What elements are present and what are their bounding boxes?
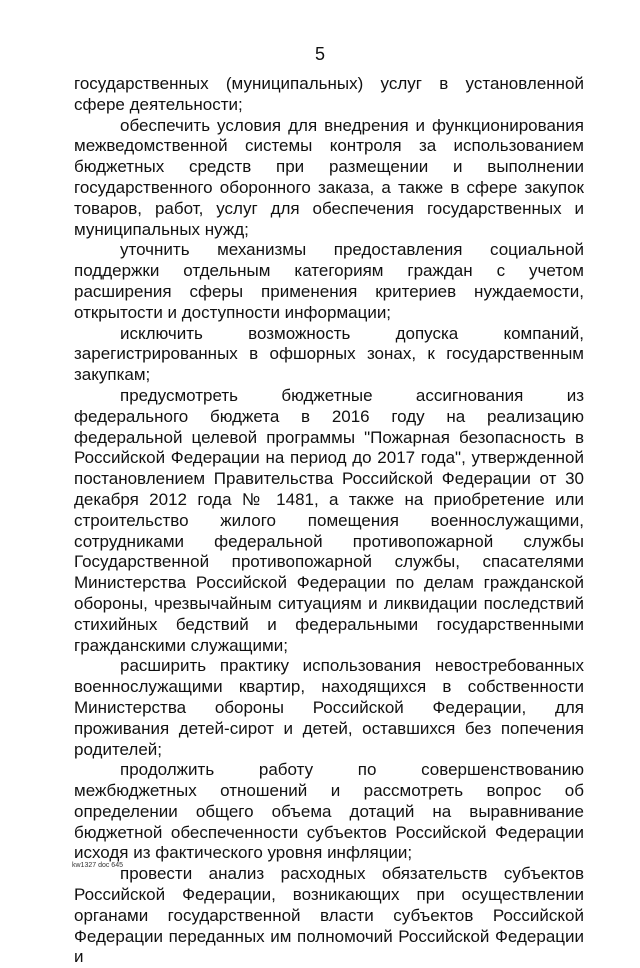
paragraph-control-system: обеспечить условия для внедрения и функционирования межведомственной системы контроля за использованием бюджетных средств при размещении и выполнении государственного оборонного заказа, а также в сфере закупок товаров, работ, услуг для обеспечения государственных и муниципальных нужд;	[74, 115, 584, 239]
paragraph-continuation: государственных (муниципальных) услуг в установленной сфере деятельности;	[74, 74, 584, 114]
paragraph-offshore: исключить возможность допуска компаний, зарегистрированных в офшорных зонах, к государственным закупкам;	[74, 323, 584, 385]
paragraph-interbudget: продолжить работу по совершенствованию межбюджетных отношений и рассмотреть вопрос об определении общего объема дотаций на выравнивание бюджетной обеспеченности субъектов Российской Федерации исходя из фактического уровня инфляции;	[74, 760, 584, 863]
paragraph-apartments: расширить практику использования невостребованных военнослужащими квартир, находящихся в собственности Министерства обороны Российской Федерации, для проживания детей-сирот и детей, оставшихся без попечения родителей;	[74, 656, 584, 759]
document-body	[74, 74, 584, 968]
page-number: 5	[314, 44, 325, 64]
paragraph-social-support: уточнить механизмы предоставления социальной поддержки отдельным категориям граждан с учетом расширения сферы применения критериев нуждаемости, открытости и доступности информации;	[74, 240, 584, 322]
paragraph-analysis: провести анализ расходных обязательств субъектов Российской Федерации, возникающих при осуществлении органами государственной власти субъектов Российской Федерации переданных им полномочий Российской Федерации и	[74, 864, 584, 967]
paragraph-budget-allocations: предусмотреть бюджетные ассигнования из федерального бюджета в 2016 году на реализацию федеральной целевой программы "Пожарная безопасность в Российской Федерации на период до 2017 года", утвержденной постановлением Правительства Российской Федерации от 30 декабря 2012 года № 1481, а также на приобретение или строительство жилого помещения военнослужащими, сотрудниками федеральной противопожарной службы Государственной противопожарной службы, спасателями Министерства Российской Федерации по делам гражданской обороны, чрезвычайным ситуациям и ликвидации последствий стихийных бедствий и федеральными государственными гражданскими служащими;	[74, 385, 584, 655]
document-code: kw1327 doc 645	[72, 862, 123, 869]
